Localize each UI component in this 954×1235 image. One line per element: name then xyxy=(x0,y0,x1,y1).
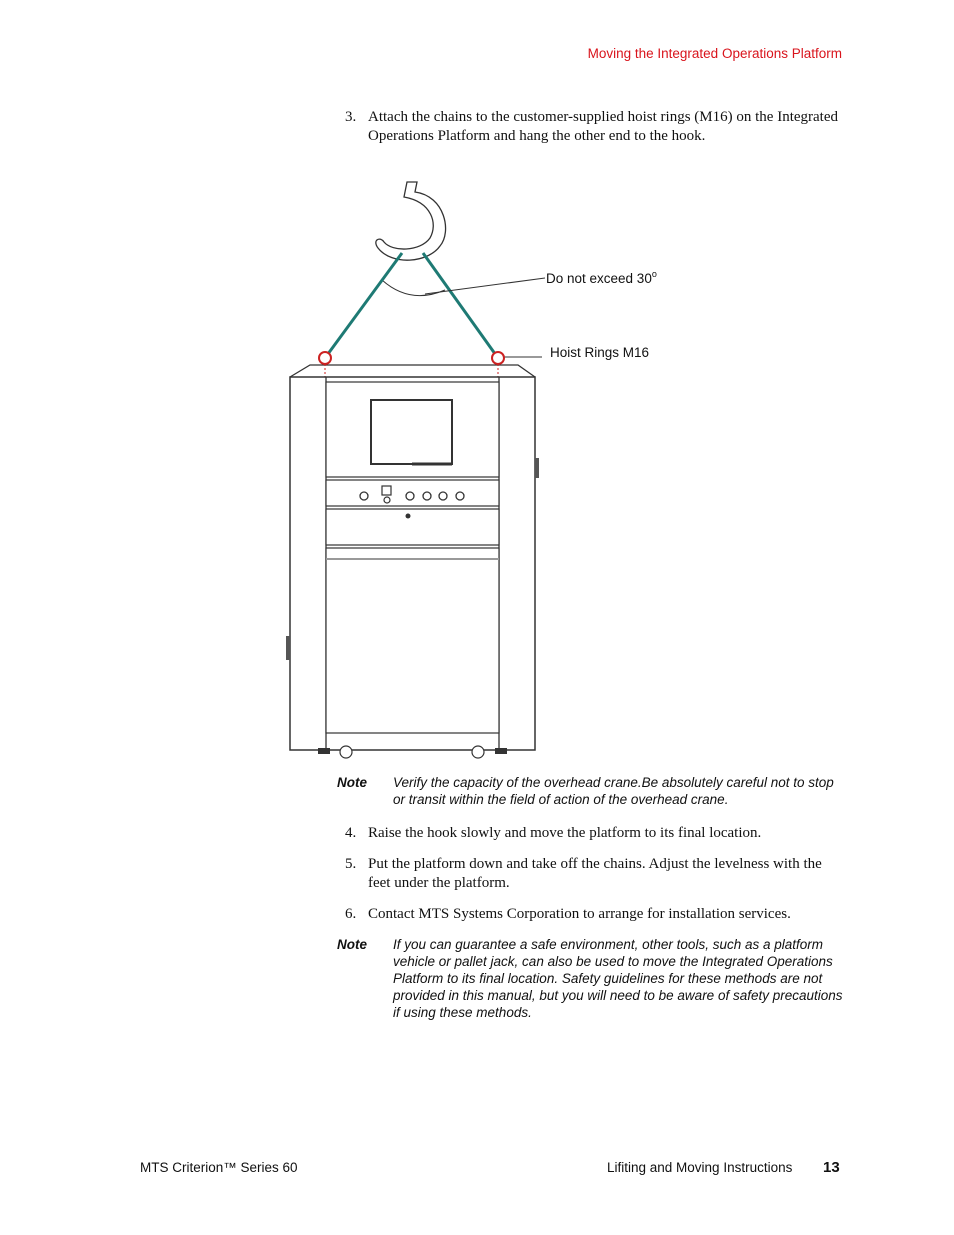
chain-left xyxy=(325,253,402,358)
control-button xyxy=(406,492,414,500)
cabinet-roof xyxy=(290,365,535,377)
control-button xyxy=(439,492,447,500)
note-safety xyxy=(337,936,847,1021)
monitor-screen xyxy=(371,400,452,464)
angle-callout-text: Do not exceed 30 xyxy=(546,271,652,286)
key-switch xyxy=(382,486,391,495)
rings-callout: Hoist Rings M16 xyxy=(550,345,650,360)
step-number: 5. xyxy=(345,856,357,872)
step-text: Put the platform down and take off the chains. Adjust the levelness with the feet under the platform. xyxy=(368,856,822,891)
hoist-diagram xyxy=(280,170,680,770)
side-handle xyxy=(286,636,290,660)
platform-hoist-illustration xyxy=(280,170,680,770)
note-text: Verify the capacity of the overhead crane.Be absolutely careful not to stop or transit within the field of action of the overhead crane. xyxy=(393,775,834,807)
step-5 xyxy=(345,855,845,893)
angle-arc xyxy=(382,280,445,296)
step-text: Raise the hook slowly and move the platform to its final location. xyxy=(368,825,762,841)
leveling-foot xyxy=(495,748,507,754)
hoist-ring-right xyxy=(492,352,504,364)
step-3 xyxy=(345,108,845,146)
step-6 xyxy=(345,905,845,924)
angle-degree-sup: o xyxy=(651,269,657,279)
angle-callout xyxy=(546,269,657,286)
step-text: Contact MTS Systems Corporation to arrange for installation services. xyxy=(368,906,791,922)
step-text: Attach the chains to the customer-supplied hoist rings (M16) on the Integrated Operations Platform and hang the other end to the hook. xyxy=(368,109,839,144)
crane-hook xyxy=(376,182,446,260)
step-number: 4. xyxy=(345,825,357,841)
step-number: 6. xyxy=(345,906,357,922)
drawer xyxy=(326,509,499,545)
control-button xyxy=(456,492,464,500)
caster-wheel xyxy=(340,746,352,758)
control-button xyxy=(360,492,368,500)
note-label: Note xyxy=(337,775,367,790)
note-label: Note xyxy=(337,937,367,952)
caster-wheel xyxy=(472,746,484,758)
lower-door xyxy=(326,548,499,733)
page-number: 13 xyxy=(823,1159,840,1176)
footer-section: Lifiting and Moving Instructions xyxy=(607,1160,793,1175)
drawer-lock xyxy=(406,514,411,519)
step-4 xyxy=(345,824,845,843)
footer-product: MTS Criterion™ Series 60 xyxy=(140,1160,298,1175)
running-header: Moving the Integrated Operations Platform xyxy=(587,46,842,61)
step-number: 3. xyxy=(345,109,357,125)
hoist-ring-left xyxy=(319,352,331,364)
note-crane xyxy=(337,774,847,808)
note-text: If you can guarantee a safe environment, other tools, such as a platform vehicle or pallet jack, can also be used to move the Integrated Operations Platform to its final location. Safety guidelines for these methods are not provided in this manual, but you will need to be aware of safety precautions if using these methods. xyxy=(393,937,843,1020)
chain-right xyxy=(423,253,498,358)
leveling-foot xyxy=(318,748,330,754)
control-button xyxy=(423,492,431,500)
side-handle xyxy=(535,458,539,478)
